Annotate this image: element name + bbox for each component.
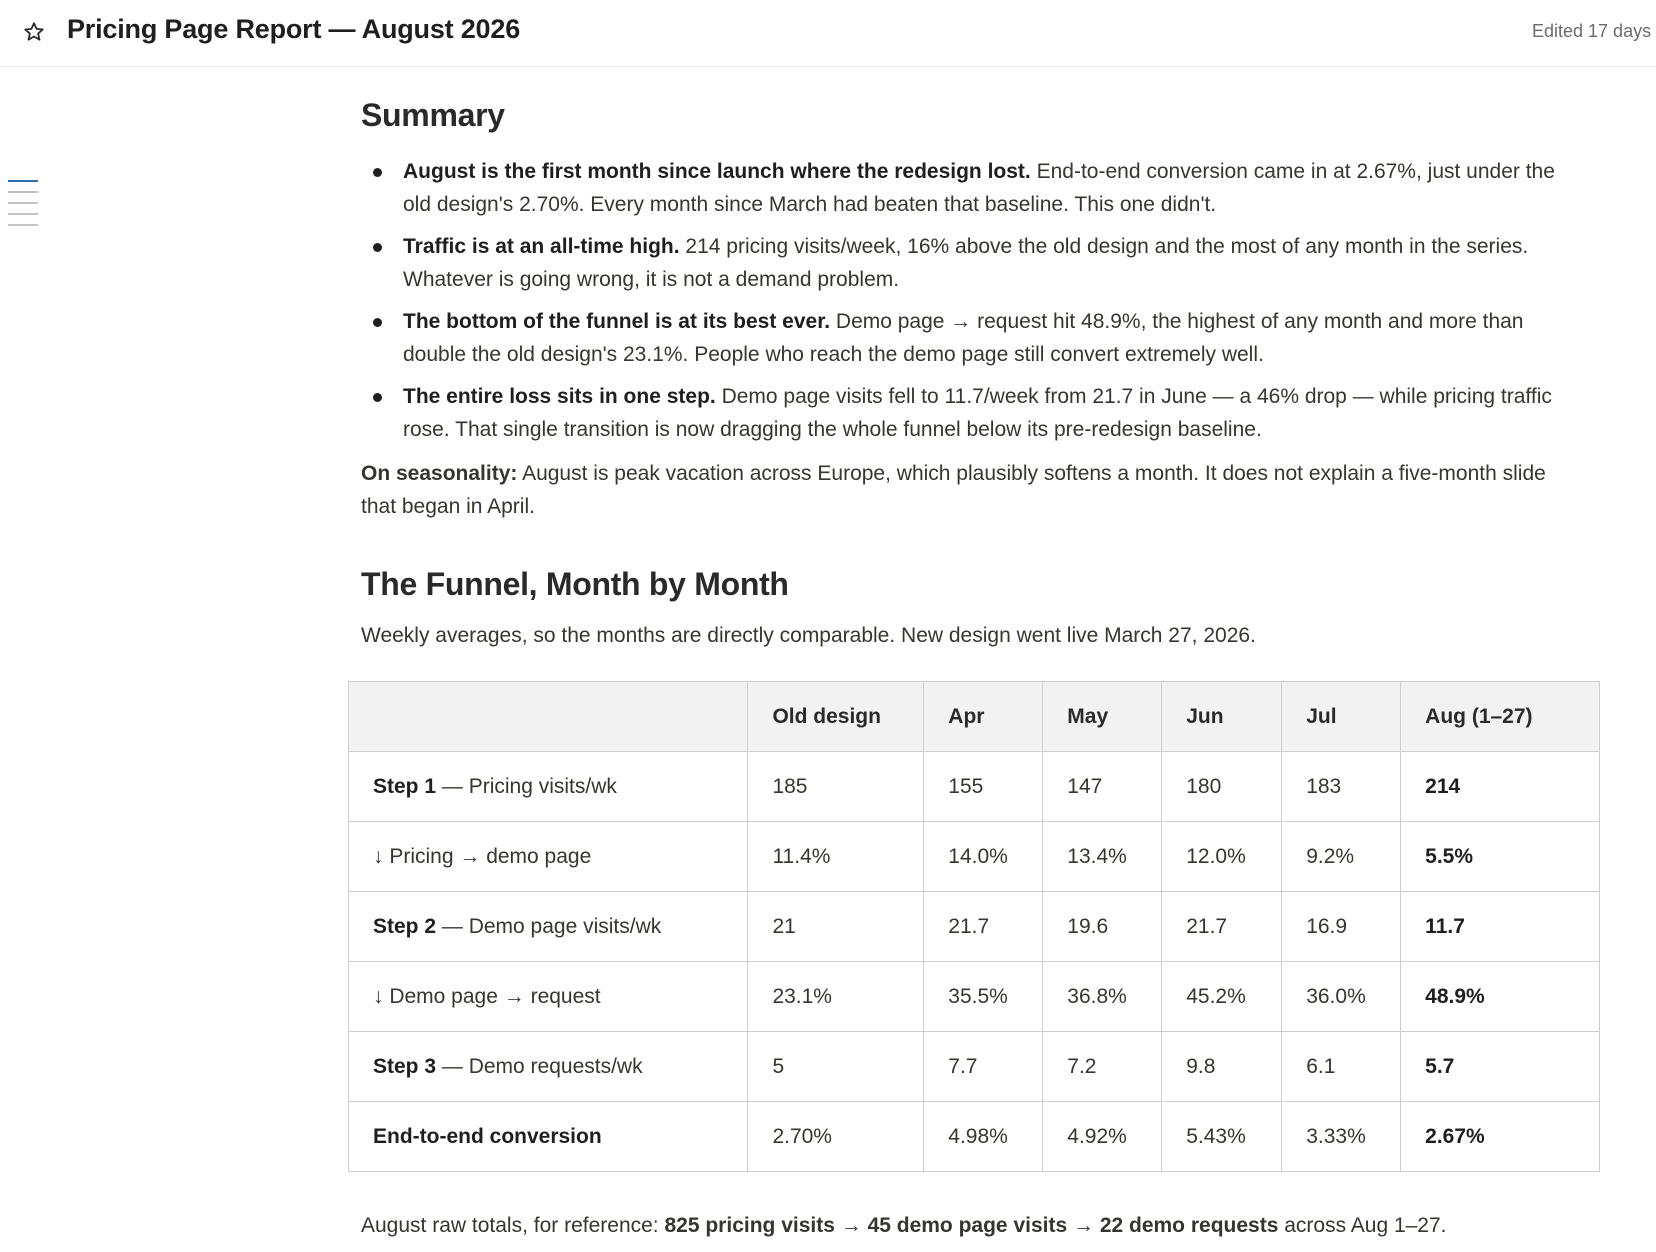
table-cell: 5.5% [1401, 822, 1600, 892]
table-cell: 21 [748, 892, 924, 962]
row-label: ↓ Pricing → demo page [349, 822, 748, 892]
table-cell: 48.9% [1401, 962, 1600, 1032]
table-cell: 23.1% [748, 962, 924, 1032]
table-cell: 183 [1282, 752, 1401, 822]
table-header-row [349, 682, 1600, 752]
funnel-table [348, 681, 1600, 1172]
row-label-step: Step 3 [373, 1054, 437, 1078]
seasonality-paragraph [361, 457, 1561, 523]
row-label-step: Step 2 [373, 914, 437, 938]
funnel-heading: The Funnel, Month by Month [361, 566, 789, 602]
table-cell: 12.0% [1162, 822, 1282, 892]
table-cell: 14.0% [924, 822, 1043, 892]
totals-suffix: across Aug 1–27. [1278, 1214, 1447, 1237]
totals-prefix: August raw totals, for reference: [361, 1214, 665, 1237]
table-row [349, 1102, 1600, 1172]
seasonality-lead: On seasonality: [361, 462, 518, 485]
row-label [349, 892, 748, 962]
table-cell: 9.8 [1162, 1032, 1282, 1102]
row-label: End-to-end conversion [349, 1102, 748, 1172]
toc-item[interactable] [8, 224, 38, 226]
page-title: Pricing Page Report — August 2026 [67, 14, 521, 44]
toc-item[interactable] [8, 213, 38, 215]
list-item [361, 380, 1561, 446]
list-item [361, 155, 1561, 221]
bullet-lead: August is the first month since launch where the redesign lost. [403, 160, 1031, 183]
list-item [361, 305, 1561, 371]
column-header: Old design [748, 682, 924, 752]
summary-heading: Summary [361, 97, 505, 133]
edited-timestamp: Edited 17 days [1532, 21, 1652, 41]
bullet-lead: The entire loss sits in one step. [403, 385, 716, 408]
table-cell: 19.6 [1043, 892, 1162, 962]
table-row [349, 892, 1600, 962]
totals-paragraph [361, 1209, 1561, 1242]
bullet-text: Demo page → request hit 48.9%, the highest of any month and more than double the old design's 23.1%. People who reach the demo page still convert extremely well. [403, 310, 1524, 366]
bullet-lead: The bottom of the funnel is at its best ever. [403, 310, 831, 333]
table-of-contents[interactable] [8, 180, 38, 235]
row-label [349, 752, 748, 822]
bullet-text: End-to-end conversion came in at 2.67%, just under the old design's 2.70%. Every month since March had beaten that baseline. This one didn't. [403, 160, 1555, 216]
funnel-intro: Weekly averages, so the months are directly comparable. New design went live March 27, 2026. [361, 624, 1256, 647]
table-cell: 21.7 [1162, 892, 1282, 962]
bullet-text: Demo page visits fell to 11.7/week from 21.7 in June — a 46% drop — while pricing traffic rose. That single transition is now dragging the whole funnel below its pre-redesign baseline. [403, 385, 1552, 441]
table-cell: 4.98% [924, 1102, 1043, 1172]
column-header [349, 682, 748, 752]
totals-values: 825 pricing visits → 45 demo page visits → 22 demo requests [664, 1214, 1279, 1237]
top-bar [0, 0, 1656, 67]
column-header: May [1043, 682, 1162, 752]
seasonality-text: August is peak vacation across Europe, which plausibly softens a month. It does not explain a five-month slide that began in April. [361, 462, 1546, 518]
table-cell: 36.0% [1282, 962, 1401, 1032]
table-cell: 7.2 [1043, 1032, 1162, 1102]
table-cell: 5.43% [1162, 1102, 1282, 1172]
bullet-text: 214 pricing visits/week, 16% above the old design and the most of any month in the series. Whatever is going wrong, it is not a demand problem. [403, 235, 1529, 291]
toc-item-summary[interactable] [8, 180, 38, 182]
table-cell: 4.92% [1043, 1102, 1162, 1172]
table-cell: 6.1 [1282, 1032, 1401, 1102]
table-row [349, 1032, 1600, 1102]
toc-item[interactable] [8, 202, 38, 204]
summary-bullet-list [361, 155, 1561, 455]
table-row [349, 822, 1600, 892]
column-header: Apr [924, 682, 1043, 752]
table-cell: 16.9 [1282, 892, 1401, 962]
table-cell: 214 [1401, 752, 1600, 822]
row-label-text: — Demo requests/wk [436, 1054, 643, 1078]
bullet-lead: Traffic is at an all-time high. [403, 235, 680, 258]
table-cell: 7.7 [924, 1032, 1043, 1102]
star-icon[interactable] [22, 20, 46, 44]
column-header: Jul [1282, 682, 1401, 752]
row-label: ↓ Demo page → request [349, 962, 748, 1032]
table-cell: 2.70% [748, 1102, 924, 1172]
column-header: Aug (1–27) [1401, 682, 1600, 752]
list-item [361, 230, 1561, 296]
table-cell: 155 [924, 752, 1043, 822]
table-cell: 5.7 [1401, 1032, 1600, 1102]
table-cell: 11.7 [1401, 892, 1600, 962]
table-cell: 147 [1043, 752, 1162, 822]
row-label [349, 1032, 748, 1102]
row-label-step: Step 1 [373, 774, 437, 798]
table-cell: 36.8% [1043, 962, 1162, 1032]
table-cell: 9.2% [1282, 822, 1401, 892]
table-cell: 13.4% [1043, 822, 1162, 892]
table-cell: 3.33% [1282, 1102, 1401, 1172]
row-label-text: — Pricing visits/wk [436, 774, 617, 798]
row-label-text: — Demo page visits/wk [436, 914, 662, 938]
table-cell: 35.5% [924, 962, 1043, 1032]
table-cell: 185 [748, 752, 924, 822]
table-cell: 11.4% [748, 822, 924, 892]
toc-item[interactable] [8, 191, 38, 193]
column-header: Jun [1162, 682, 1282, 752]
table-cell: 180 [1162, 752, 1282, 822]
table-cell: 21.7 [924, 892, 1043, 962]
table-cell: 2.67% [1401, 1102, 1600, 1172]
table-row [349, 962, 1600, 1032]
table-cell: 45.2% [1162, 962, 1282, 1032]
table-row [349, 752, 1600, 822]
table-cell: 5 [748, 1032, 924, 1102]
